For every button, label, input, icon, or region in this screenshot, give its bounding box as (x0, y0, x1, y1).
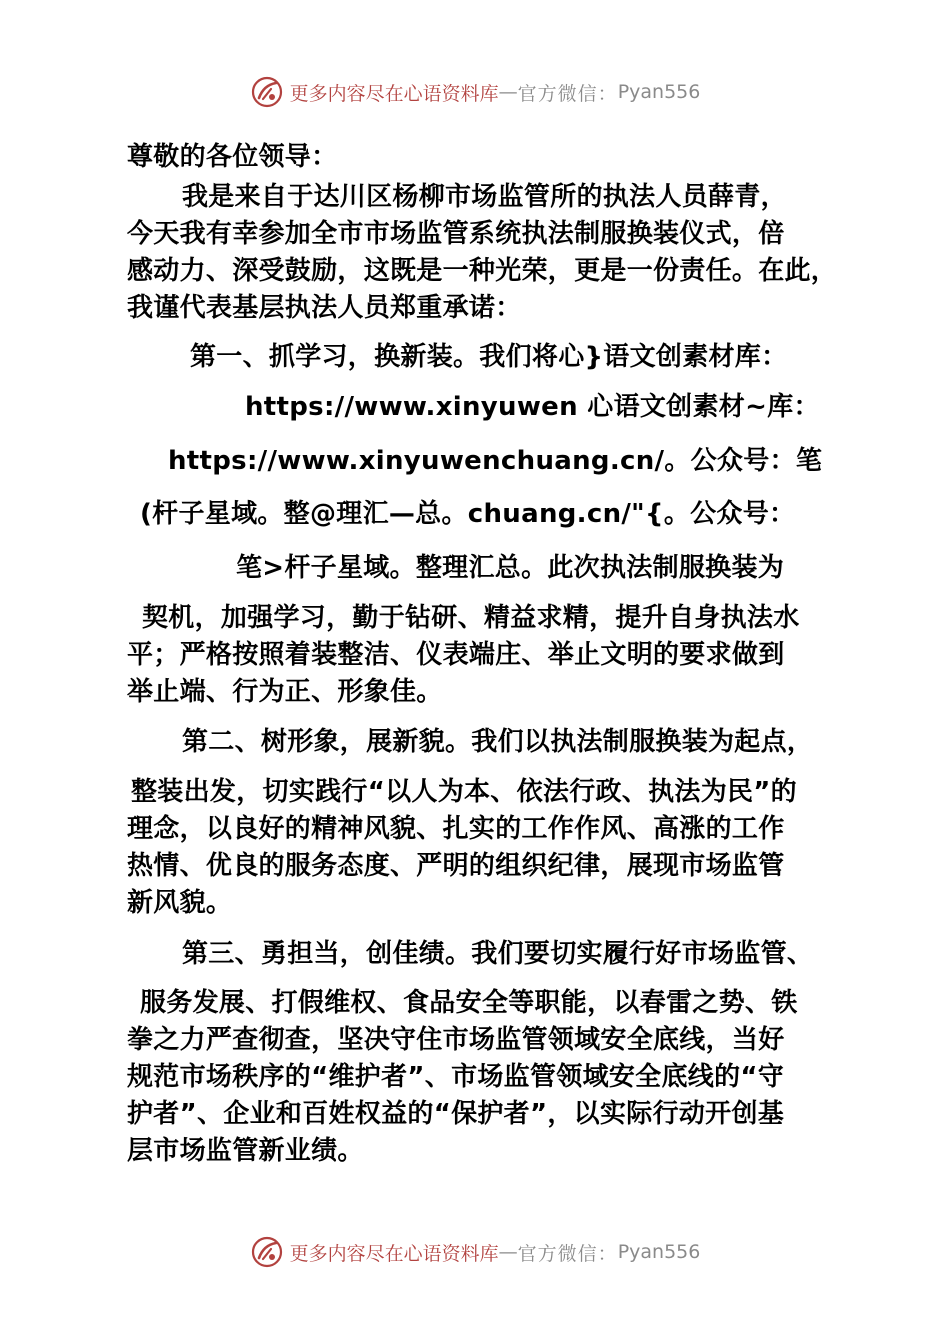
text-line: https://www.xinyuwenchuang.cn/。公众号：笔 (168, 446, 823, 476)
banner-site-text: 更多内容尽在心语资料库 (289, 1242, 499, 1265)
text-line: 感动力、深受鼓励，这既是一种光荣，更是一份责任。在此， (127, 256, 838, 286)
text-line: 拳之力严查彻查，坚决守住市场监管领域安全底线，当好 (127, 1025, 785, 1055)
banner-account: Pyan556 (617, 1241, 701, 1263)
text-line: (杆子星域。整@理汇—总。chuang.cn/"{。公众号： (140, 499, 796, 529)
text-line: 我是来自于达川区杨柳市场监管所的执法人员薛青， (182, 182, 787, 212)
logo-icon (250, 1235, 284, 1269)
text-line: 我谨代表基层执法人员郑重承诺： (127, 293, 522, 323)
text-line: 第三、勇担当，创佳绩。我们要切实履行好市场监管、 (182, 939, 814, 969)
text-line: 理念，以良好的精神风貌、扎实的工作作风、高涨的工作 (127, 814, 785, 844)
text-line: 新风貌。 (127, 888, 233, 918)
text-line: 第一、抓学习，换新装。我们将心}语文创素材库： (190, 342, 788, 372)
text-line: 笔>杆子星域。整理汇总。此次执法制服换装为 (236, 553, 785, 583)
banner-separator: — (498, 1241, 518, 1263)
text-line: https://www.xinyuwen 心语文创素材~库： (245, 392, 820, 422)
text-line: 护者”、企业和百姓权益的“保护者”，以实际行动开创基 (127, 1099, 785, 1129)
banner-separator: — (498, 81, 518, 103)
text-line: 契机，加强学习，勤于钻研、精益求精，提升自身执法水 (142, 603, 800, 633)
text-line: 举止端、行为正、形象佳。 (127, 677, 443, 707)
banner-wechat-label: 官方微信： (517, 1242, 618, 1265)
text-line: 今天我有幸参加全市市场监管系统执法制服换装仪式，倍 (127, 219, 785, 249)
text-line: 热情、优良的服务态度、严明的组织纪律，展现市场监管 (127, 851, 785, 881)
text-line: 平；严格按照着装整洁、仪表端庄、举止文明的要求做到 (127, 640, 785, 670)
banner-site-text: 更多内容尽在心语资料库 (289, 82, 499, 105)
footer-banner (0, 1232, 950, 1272)
text-line: 层市场监管新业绩。 (127, 1136, 364, 1166)
text-line: 整装出发，切实践行“以人为本、依法行政、执法为民”的 (131, 777, 797, 807)
banner-account: Pyan556 (617, 81, 701, 103)
text-line: 规范市场秩序的“维护者”、市场监管领域安全底线的“守 (127, 1062, 785, 1092)
salutation: 尊敬的各位领导： (127, 142, 338, 172)
text-line: 服务发展、打假维权、食品安全等职能，以春雷之势、铁 (140, 988, 798, 1018)
text-line: 第二、树形象，展新貌。我们以执法制服换装为起点， (182, 727, 814, 757)
banner-wechat-label: 官方微信： (517, 82, 618, 105)
